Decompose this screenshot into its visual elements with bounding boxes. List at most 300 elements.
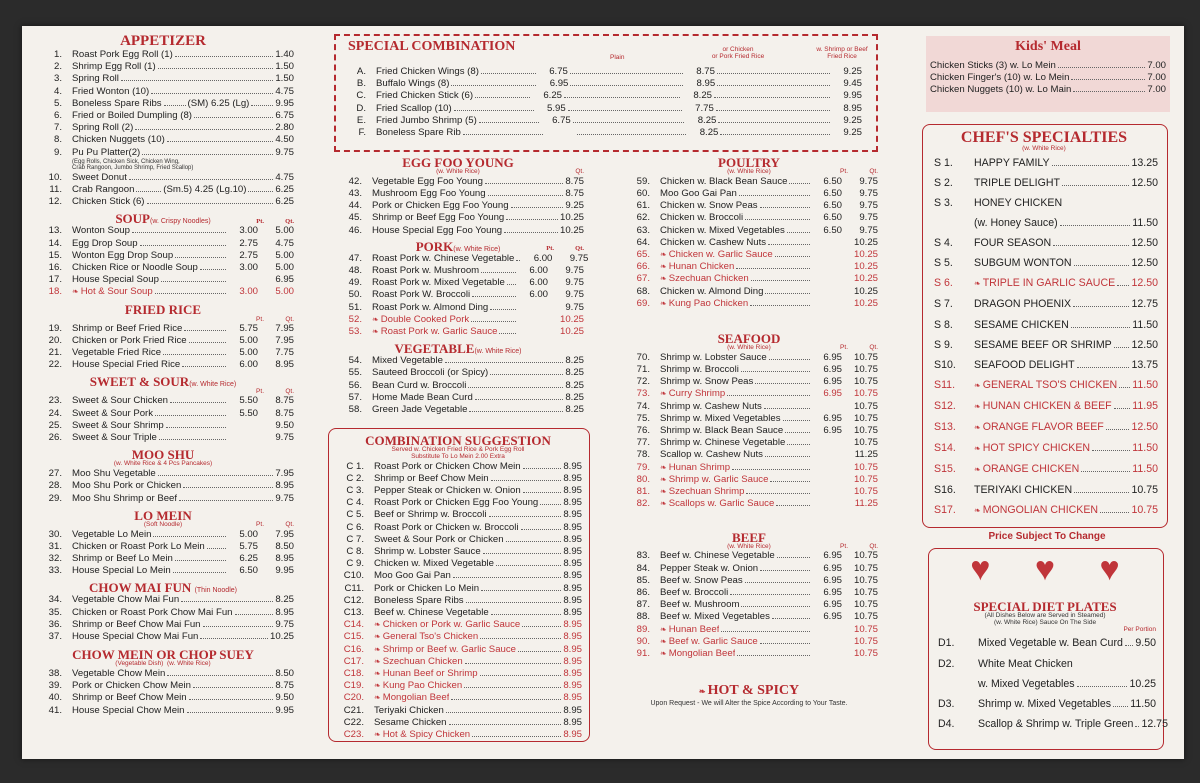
chili-pepper-icon: ❧ [974, 279, 981, 289]
sweet-sour-heading: SWEET & SOUR(w. White Rice) [89, 374, 237, 390]
menu-item-row [332, 404, 584, 416]
item-name: ❧ ORANGE CHICKEN [974, 463, 1080, 476]
item-number: 14. [48, 237, 62, 249]
item-price: 8.95 [563, 716, 582, 728]
item-price: 8.95 [563, 668, 582, 680]
item-number: 28. [48, 480, 62, 492]
item-name: Roast Pork Egg Roll (1) [72, 49, 173, 60]
item-price-quart: 11.25 [854, 498, 878, 510]
menu-item-row [32, 432, 294, 444]
item-price-pint: 6.95 [823, 351, 842, 363]
item-number: S16. [934, 484, 956, 497]
menu-item-row [620, 587, 878, 599]
item-number: C15. [343, 631, 364, 643]
item-number: 31. [48, 540, 62, 552]
lo-mein-list [32, 529, 294, 578]
chili-pepper-icon: ❧ [372, 327, 379, 337]
item-price-quart: 9.75 [859, 224, 878, 236]
item-name: Chicken Stick (6) [72, 196, 145, 208]
item-name: Shrimp w. Lobster Sauce [374, 546, 481, 558]
item-price-plain: 5.95 [547, 102, 566, 114]
chow-mai-fun-heading: CHOW MAI FUN (Thin Noodle) [89, 580, 237, 596]
item-price-pint: 6.00 [529, 265, 548, 277]
menu-item-row [620, 563, 878, 575]
item-name: Pu Pu Platter(2) [72, 146, 141, 158]
item-price-quart: 8.50 [275, 540, 294, 552]
menu-item-row [620, 286, 878, 298]
item-number: S 2. [934, 176, 953, 189]
combo-suggestion-list [334, 461, 582, 742]
item-size-prices: (Sm.5) 4.25 (Lg.10) [163, 184, 247, 196]
chili-pepper-icon: ❧ [974, 401, 981, 411]
menu-item-row [332, 392, 584, 404]
menu-item-row [32, 110, 294, 122]
soup-list [32, 225, 294, 298]
item-number: D1. [938, 637, 955, 650]
item-price: 11.50 [1132, 442, 1158, 455]
item-number: 90. [636, 635, 650, 647]
item-price-quart: 9.75 [569, 252, 589, 264]
heart-icon: ♥ [1034, 550, 1056, 588]
menu-item-row [32, 335, 294, 347]
item-price: 8.95 [563, 631, 582, 643]
item-price: 8.25 [565, 367, 584, 379]
item-number: C21. [343, 704, 364, 716]
item-number: S12. [934, 399, 956, 412]
item-price-pint: 5.00 [239, 347, 258, 359]
item-name: TERIYAKI CHICKEN [974, 484, 1073, 497]
item-name: DRAGON PHOENIX [974, 298, 1072, 311]
menu-item-row [334, 705, 582, 717]
item-price-quart: 9.75 [565, 265, 584, 277]
item-name: Pork or Chicken Egg Foo Young [372, 200, 509, 212]
hearts [928, 552, 1162, 586]
item-number: S11. [934, 378, 956, 391]
item-price: 11.50 [1132, 318, 1158, 331]
vegetable-heading: VEGETABLE(w. White Rice) [394, 341, 522, 357]
item-price: 8.95 [563, 546, 582, 558]
menu-item-row [32, 607, 294, 619]
item-price: 10.75 [1131, 484, 1158, 497]
chili-pepper-icon: ❧ [660, 648, 667, 658]
diet-heading: SPECIAL DIET PLATES [973, 599, 1117, 614]
menu-item-row [934, 654, 1156, 674]
menu-item-row [32, 61, 294, 73]
menu-item-row [32, 184, 294, 196]
item-number: 13. [48, 225, 62, 237]
item-number: C10. [343, 570, 364, 582]
item-name: Chicken w. Mixed Vegetable [374, 558, 494, 570]
chef-list [930, 153, 1158, 522]
item-name: Vegetable Lo Mein [72, 528, 152, 540]
item-price-pint: 6.95 [823, 562, 842, 574]
item-number: C 7. [346, 533, 364, 545]
item-number: 65. [636, 249, 650, 261]
poultry-list [620, 176, 878, 310]
item-name: Scallop & Shrimp w. Triple Green [978, 717, 1134, 730]
menu-item-row [334, 680, 582, 692]
menu-item-row [620, 364, 878, 376]
menu-item-row [620, 498, 878, 510]
item-price: 8.25 [565, 379, 584, 391]
item-name: Pork or Chicken Chow Mein [72, 680, 191, 692]
item-name: Chicken or Roast Pork Chow Mai Fun [72, 606, 233, 618]
item-name: Sweet & Sour Chicken [72, 395, 168, 407]
menu-item-row [620, 401, 878, 413]
item-name: ❧ Roast Pork w. Garlic Sauce [372, 326, 498, 338]
menu-item-row [32, 172, 294, 184]
item-price: 4.75 [275, 85, 294, 97]
item-number: 80. [636, 473, 650, 485]
combo-suggestion-note: Served w. Chicken Fried Rice & Pork Egg Roll Substitute To Lo Mein 2.00 Extra [391, 446, 525, 460]
item-number: C19. [343, 680, 364, 692]
menu-item-row [620, 449, 878, 461]
item-price-pint: 6.95 [823, 388, 842, 400]
item-number: 75. [636, 412, 650, 424]
item-price-quart: 10.75 [853, 364, 878, 376]
item-number: 82. [636, 498, 650, 510]
moo-shu-list [32, 468, 294, 505]
seafood-heading: SEAFOOD [717, 331, 781, 347]
beef-heading: BEEF [732, 529, 766, 545]
menu-item-row [620, 413, 878, 425]
menu-item-row [32, 347, 294, 359]
item-price: 9.25 [565, 200, 584, 212]
item-name: Chicken w. Mixed Vegetables [660, 224, 785, 236]
fried-rice-cols: Pt. Qt. [256, 315, 294, 323]
item-price-quart: 9.50 [275, 419, 294, 431]
item-price-quart: 10.75 [853, 550, 878, 562]
item-price-quart: 10.75 [853, 473, 878, 485]
beef-sub: (w. White Rice) Pt. Qt. [727, 542, 878, 550]
moo-shu-heading: MOO SHU [131, 447, 195, 463]
item-price: 12.50 [1131, 338, 1158, 351]
lo-mein-heading: LO MEIN [134, 507, 192, 523]
pork-list [332, 252, 589, 338]
item-price-quart: 10.75 [853, 586, 878, 598]
item-number: S 9. [934, 338, 953, 351]
item-price-quart: 6.95 [275, 274, 294, 286]
item-price-pint: 6.95 [823, 574, 842, 586]
item-price: 7.00 [1147, 72, 1166, 84]
item-price: 8.95 [563, 704, 582, 716]
hot-spicy-heading: ❧ HOT & SPICY [698, 683, 800, 699]
menu-item-row [336, 115, 862, 127]
item-price-quart: 10.25 [853, 273, 878, 285]
item-number: S 8. [934, 318, 953, 331]
item-price: 7.95 [275, 468, 294, 480]
chili-pepper-icon: ❧ [660, 274, 667, 284]
item-name: Mixed Vegetable [372, 355, 443, 367]
item-price: 8.25 [565, 391, 584, 403]
menu-item-row [32, 49, 294, 61]
item-price-pint: 6.95 [823, 364, 842, 376]
item-number: S 7. [934, 298, 953, 311]
item-price: 8.95 [563, 680, 582, 692]
item-price-quart: 9.75 [275, 432, 294, 444]
item-name: Boneless Spare Rib [376, 127, 461, 139]
item-price-plain: 6.95 [549, 78, 569, 90]
item-number: 23. [48, 395, 62, 407]
item-name: Roast Pork W. Broccoli [372, 289, 471, 301]
item-price: 8.75 [565, 175, 584, 187]
chef-heading: CHEF'S SPECIALTIES [960, 129, 1128, 146]
item-name: Mushroom Egg Foo Young [372, 188, 486, 200]
item-number: 12. [48, 196, 62, 208]
item-number: 79. [636, 461, 650, 473]
item-name: Shrimp w. Chinese Vegetable [660, 437, 786, 449]
item-price: 9.75 [275, 618, 294, 630]
item-name: Roast Pork or Chicken Chow Mein [374, 460, 521, 472]
item-number: 81. [636, 486, 650, 498]
chili-pepper-icon: ❧ [374, 669, 381, 679]
sweet-sour-cols: Pt. Qt. [256, 388, 294, 396]
item-name: ❧ Curry Shrimp [660, 388, 726, 400]
menu-item-row [336, 127, 862, 139]
item-number: 74. [636, 400, 650, 412]
pork-heading: PORK(w. White Rice) Pt. Qt. [415, 238, 584, 254]
item-price-quart: 10.75 [853, 425, 878, 437]
item-price: 7.00 [1147, 60, 1166, 71]
item-number: 39. [48, 680, 62, 692]
menu-item-row [32, 631, 294, 643]
item-price-quart: 9.75 [565, 289, 584, 301]
item-price: 13.25 [1131, 156, 1158, 169]
item-price: 8.95 [563, 485, 582, 497]
item-number: B. [356, 78, 366, 90]
item-number: 50. [348, 289, 362, 301]
item-name: Shrimp or Beef Chow Mai Fun [72, 618, 201, 630]
chef-sub: (w. White Rice) [1022, 145, 1066, 152]
item-price-quart: 8.75 [275, 395, 294, 407]
menu-item-row [32, 359, 294, 371]
item-price: 8.95 [563, 497, 582, 509]
item-name: Shrimp w. Mixed Vegetables [978, 697, 1112, 710]
item-name: Spring Roll (2) [72, 122, 134, 134]
item-price-pint: 6.25 [239, 552, 258, 564]
item-number: S 5. [934, 257, 953, 270]
item-price: 12.50 [1131, 421, 1158, 434]
menu-item-row [934, 714, 1168, 734]
item-name: ❧ Mongolian Beef [374, 692, 450, 704]
item-number: 56. [348, 379, 362, 391]
item-name: Fried Chicken Stick (6) [376, 90, 474, 102]
menu-item-row [930, 438, 1158, 459]
chili-pepper-icon: ❧ [660, 499, 667, 509]
item-number: S15. [934, 463, 956, 476]
item-price-quart: 9.75 [859, 188, 878, 200]
menu-item-row [334, 692, 582, 704]
seafood-sub: (w. White Rice) Pt. Qt. [727, 344, 878, 352]
item-name: Beef w. Chinese Vegetable [660, 550, 775, 562]
item-price-pint: 6.95 [823, 412, 842, 424]
item-price-shrimp-rice: 9.95 [843, 90, 862, 102]
item-price-quart: 5.00 [275, 225, 294, 237]
diet-list [934, 633, 1168, 733]
item-name: Shrimp w. Lobster Sauce [660, 351, 767, 363]
item-price: 11.50 [1132, 378, 1158, 391]
combo-suggestion-heading: COMBINATION SUGGESTION [365, 433, 551, 448]
menu-item-row [32, 134, 294, 146]
item-number: 71. [636, 364, 650, 376]
item-name: Chicken w. Cashew Nuts [660, 236, 767, 248]
column-3 [620, 156, 878, 707]
item-name: Roast Pork w. Mixed Vegetable [372, 277, 505, 289]
menu-item-row [332, 265, 584, 277]
sweet-sour-list [32, 395, 294, 444]
item-price: 8.75 [275, 680, 294, 692]
menu-item-row [334, 546, 582, 558]
item-name: ❧ HUNAN CHICKEN & BEEF [974, 399, 1112, 412]
item-price-quart: 10.25 [853, 261, 878, 273]
item-name: House Special Chow Mai Fun [72, 630, 199, 642]
item-price: 12.50 [1131, 277, 1158, 290]
item-price-quart: 10.75 [853, 623, 878, 635]
item-price: 8.95 [563, 607, 582, 619]
menu-item-row [334, 485, 582, 497]
chili-pepper-icon: ❧ [374, 730, 381, 740]
menu-item-row [930, 294, 1158, 314]
item-price: 1.50 [275, 73, 294, 85]
menu-item-row [620, 225, 878, 237]
item-price: 8.95 [563, 582, 582, 594]
item-name: ❧ Kung Pao Chicken [374, 680, 463, 692]
soup-heading: SOUP(w. Crispy Noodles) Pt. Qt. [115, 211, 294, 227]
item-price: 1.50 [275, 61, 294, 73]
item-number: D4. [938, 717, 955, 730]
item-number: 77. [636, 437, 650, 449]
item-number: S 3. [934, 197, 953, 209]
item-name: Chicken w. Snow Peas [660, 200, 758, 212]
item-price-quart: 10.75 [853, 599, 878, 611]
item-name: Buffalo Wings (8) [376, 78, 450, 90]
item-price: 10.25 [559, 224, 584, 236]
item-name: Shrimp or Beef Chow Mein [72, 692, 187, 704]
item-price-pint: 3.00 [239, 262, 258, 274]
item-name: Roast Pork or Chicken w. Broccoli [374, 521, 519, 533]
item-name: House Special Lo Mein [72, 565, 171, 577]
menu-item-row [930, 375, 1158, 396]
menu-item-row [620, 550, 878, 562]
menu-item-row [32, 238, 294, 250]
item-name: Crab Rangoon [72, 184, 135, 196]
item-number: S 6. [934, 277, 953, 290]
chili-pepper-icon: ❧ [374, 681, 381, 691]
item-number: S10. [934, 358, 956, 371]
item-name: Shrimp w. Mixed Vegetables [660, 412, 781, 424]
menu-item-row [334, 509, 582, 521]
item-price: 10.25 [559, 212, 584, 224]
menu-item-row [930, 480, 1158, 500]
item-price-quart: 9.95 [275, 565, 294, 577]
menu-item-row [32, 493, 294, 505]
pupu-note: (Egg Rolls, Chicken Sick, Chicken Wing, Crab Rangoon, Jumbo Shrimp, Fried Scallop) [72, 158, 194, 172]
item-price: 8.95 [563, 643, 582, 655]
chili-pepper-icon: ❧ [974, 506, 981, 516]
menu-item-row [334, 619, 582, 631]
menu-item-row [930, 60, 1166, 72]
item-name: Shrimp w. Broccoli [660, 364, 739, 376]
item-price-shrimp-rice: 9.45 [843, 78, 862, 90]
chili-pepper-icon: ❧ [660, 389, 667, 399]
menu-item-row [332, 302, 584, 314]
item-price: 4.50 [275, 134, 294, 146]
item-price-pint: 5.75 [239, 540, 258, 552]
menu-item-row [32, 73, 294, 85]
chili-pepper-icon: ❧ [374, 620, 381, 630]
item-price: 8.25 [275, 594, 294, 606]
item-name: Vegetable Egg Foo Young [372, 175, 483, 187]
item-price-pint: 5.50 [239, 395, 258, 407]
item-number: E. [356, 114, 366, 126]
menu-item-row [620, 624, 878, 636]
item-number: 52. [348, 313, 362, 325]
menu-item-row [332, 380, 584, 392]
menu-item-row [32, 529, 294, 541]
menu-item-row [332, 225, 584, 237]
item-number: 17. [48, 274, 62, 286]
item-name: Moo Shu Shrimp or Beef [72, 492, 178, 504]
item-price: 11.50 [1132, 217, 1158, 230]
item-price-pint: 6.00 [529, 289, 548, 301]
item-number: C23. [343, 729, 364, 741]
menu-item-row [332, 212, 584, 224]
item-name: ❧ Szechuan Chicken [660, 273, 749, 285]
menu-item-row [336, 103, 862, 115]
item-price-pint: 3.00 [239, 286, 258, 298]
item-price-quart: 10.75 [853, 376, 878, 388]
heart-icon: ♥ [970, 550, 991, 588]
item-name: House Special Fried Rice [72, 359, 181, 371]
menu-item-row [620, 486, 878, 498]
item-price-shrimp-rice: 8.95 [843, 102, 862, 114]
item-name: ❧ ORANGE FLAVOR BEEF [974, 421, 1104, 434]
fried-rice-heading: FRIED RICE [124, 301, 202, 317]
menu-item-row [930, 72, 1166, 84]
menu-item-row [32, 98, 294, 110]
menu-item-row [620, 575, 878, 587]
item-number: 30. [48, 528, 62, 540]
item-price: 11.95 [1132, 399, 1158, 412]
item-price-quart: 10.75 [853, 486, 878, 498]
item-price: 6.25 [275, 184, 294, 196]
menu-item-row [336, 66, 862, 78]
item-price-quart: 8.75 [275, 407, 294, 419]
item-price: 1.40 [275, 49, 294, 60]
item-number: 4. [53, 85, 62, 97]
item-number: 9. [53, 146, 62, 158]
item-name: Moo Shu Vegetable [72, 468, 156, 480]
menu-item-row [930, 315, 1158, 335]
item-price-quart: 7.95 [275, 528, 294, 540]
menu-item-row [32, 619, 294, 631]
item-name: House Special Chow Mein [72, 704, 185, 716]
item-price: 12.75 [1131, 298, 1158, 311]
item-price: 2.80 [275, 122, 294, 134]
item-price-pint: 3.00 [239, 225, 258, 237]
item-name: SUBGUM WONTON [974, 257, 1072, 270]
item-price-pint: 5.75 [239, 322, 258, 334]
item-number: 22. [48, 359, 62, 371]
item-name: Sesame Chicken [374, 716, 447, 728]
item-price-quart: 8.95 [275, 552, 294, 564]
item-price-quart: 5.00 [275, 262, 294, 274]
diet-per: Per Portion [1123, 625, 1156, 633]
item-number: 35. [48, 606, 62, 618]
item-number: 10. [48, 171, 62, 183]
item-name: ❧ Szechuan Shrimp [660, 486, 745, 498]
kids-meal-heading: Kids' Meal [1015, 39, 1081, 54]
